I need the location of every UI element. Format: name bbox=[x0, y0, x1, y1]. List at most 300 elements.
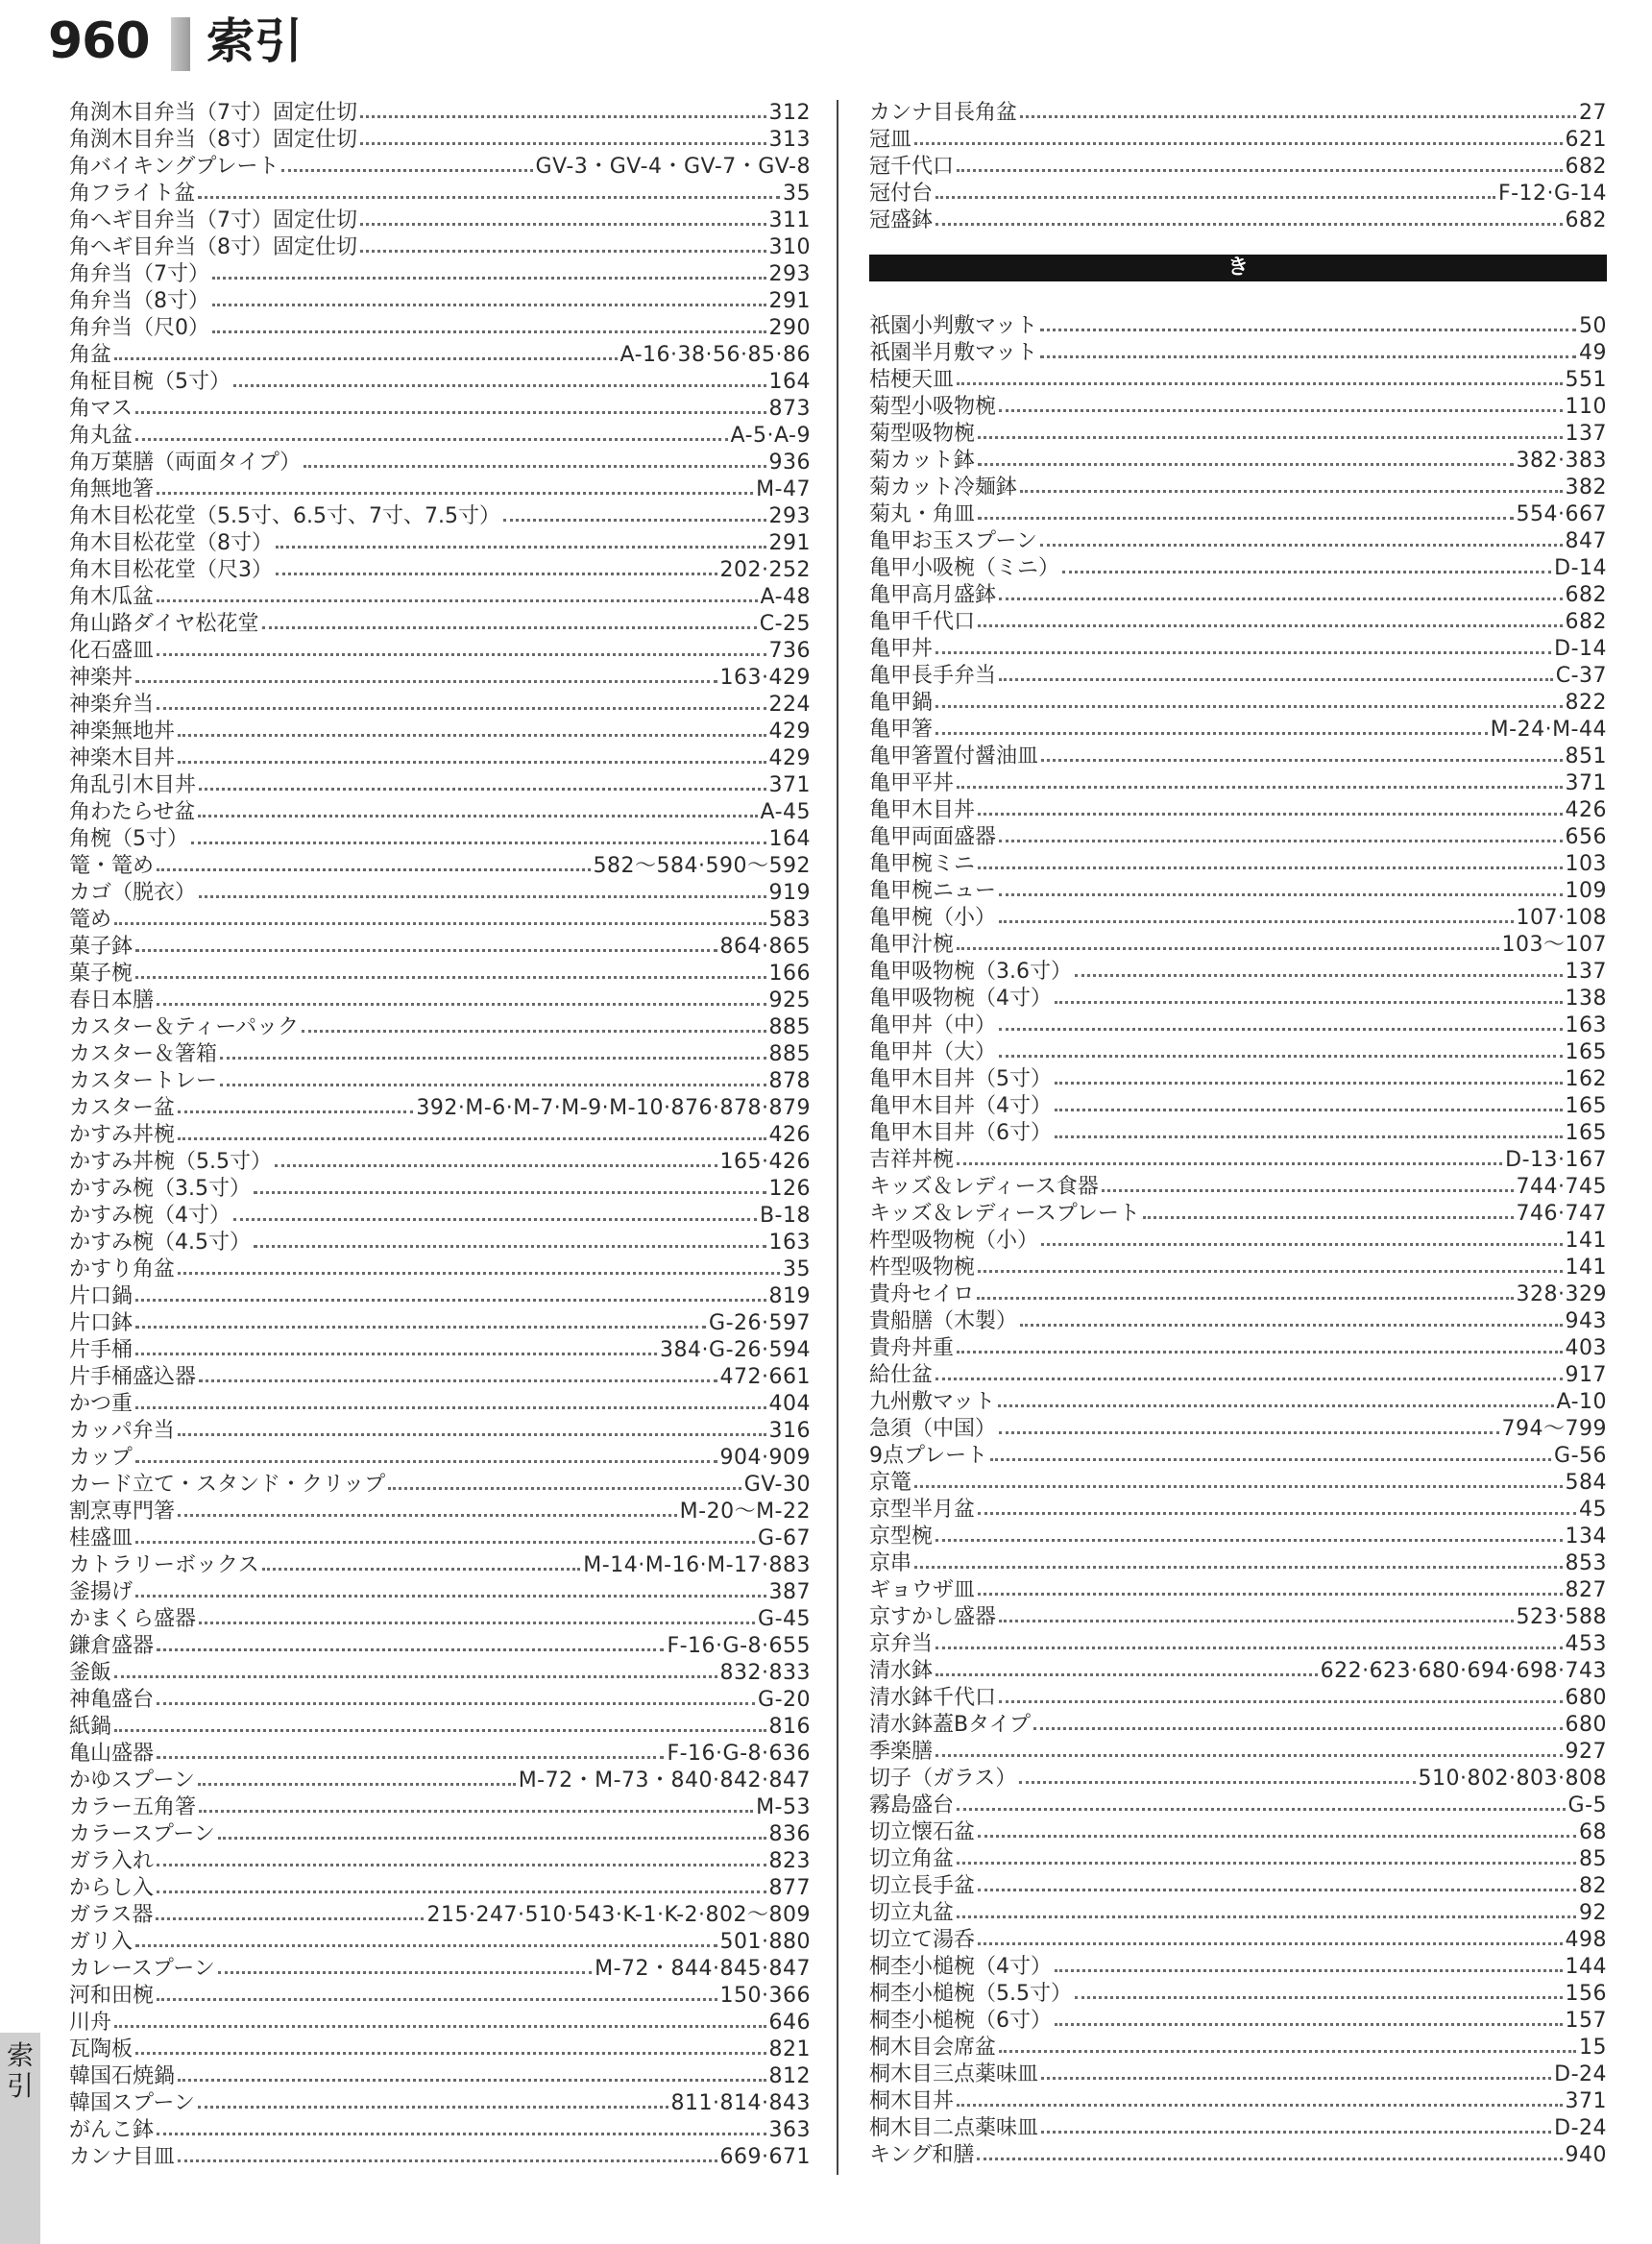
entry-name: キング和膳 bbox=[869, 2143, 975, 2167]
entry-pages: 877 bbox=[768, 1876, 811, 1900]
entry-pages: C-37 bbox=[1555, 664, 1607, 688]
dot-leader bbox=[999, 916, 1514, 923]
dot-leader bbox=[135, 1940, 717, 1947]
entry-pages: 310 bbox=[768, 235, 811, 259]
index-entry bbox=[869, 1039, 1607, 1066]
index-entry bbox=[69, 799, 811, 826]
entry-pages: D-14 bbox=[1554, 556, 1607, 580]
entry-name: 亀甲高月盛鉢 bbox=[869, 583, 997, 607]
entry-name: 亀甲千代口 bbox=[869, 610, 976, 634]
entry-name: カッパ弁当 bbox=[69, 1419, 175, 1443]
index-entry bbox=[69, 315, 811, 342]
dot-leader bbox=[360, 219, 766, 226]
dot-leader bbox=[999, 1696, 1562, 1703]
entry-pages: 554·667 bbox=[1516, 502, 1607, 526]
entry-name: 9点プレート bbox=[869, 1444, 988, 1468]
entry-name: かすみ丼椀（5.5寸） bbox=[69, 1150, 272, 1174]
entry-pages: F-16·G-8·636 bbox=[667, 1742, 811, 1766]
entry-name: 桐木目丼 bbox=[869, 2089, 955, 2113]
index-entry bbox=[69, 1929, 811, 1956]
index-entry bbox=[869, 1470, 1607, 1497]
entry-name: かつ重 bbox=[69, 1392, 134, 1416]
entry-pages: 927 bbox=[1565, 1740, 1607, 1764]
entry-pages: 103～107 bbox=[1501, 933, 1607, 957]
dot-leader bbox=[1041, 2073, 1551, 2080]
dot-leader bbox=[1020, 111, 1576, 118]
entry-name: 亀甲木目丼（6寸） bbox=[869, 1121, 1052, 1145]
entry-name: 切立長手盆 bbox=[869, 1874, 976, 1898]
index-entry bbox=[869, 1846, 1607, 1873]
entry-pages: 384·G-26·594 bbox=[660, 1338, 811, 1362]
entry-name: 紙鍋 bbox=[69, 1715, 112, 1739]
dot-leader bbox=[198, 2102, 668, 2109]
index-entry bbox=[69, 1256, 811, 1283]
entry-pages: 35 bbox=[783, 1257, 811, 1281]
dot-leader bbox=[135, 434, 727, 441]
entry-pages: 150·366 bbox=[719, 1984, 811, 2008]
entry-pages: G-5 bbox=[1567, 1793, 1607, 1817]
index-entry bbox=[869, 100, 1607, 127]
index-entry bbox=[869, 1631, 1607, 1658]
entry-pages: 811·814·843 bbox=[670, 2091, 811, 2115]
dot-leader bbox=[360, 111, 766, 118]
entry-name: 亀甲丼（大） bbox=[869, 1040, 997, 1064]
entry-name: 霧島盛台 bbox=[869, 1793, 955, 1817]
entry-name: 角万葉膳（両面タイプ） bbox=[69, 451, 302, 475]
entry-pages: 656 bbox=[1565, 825, 1607, 849]
entry-pages: 68 bbox=[1579, 1820, 1607, 1844]
entry-pages: 165·426 bbox=[719, 1150, 811, 1174]
index-entry bbox=[869, 1577, 1607, 1604]
entry-name: 給仕盆 bbox=[869, 1363, 934, 1387]
index-entry bbox=[69, 1122, 811, 1149]
dot-leader bbox=[114, 1671, 717, 1678]
index-entry bbox=[869, 1739, 1607, 1766]
dot-leader bbox=[1040, 540, 1563, 547]
entry-name: ガラス器 bbox=[69, 1903, 154, 1927]
entry-name: 亀甲箸置付醤油皿 bbox=[869, 744, 1039, 768]
entry-pages: 904·909 bbox=[719, 1446, 811, 1470]
index-entry bbox=[869, 1873, 1607, 1900]
index-entry bbox=[69, 1579, 811, 1606]
dot-leader bbox=[262, 622, 757, 629]
entry-name: 貴舟セイロ bbox=[869, 1282, 975, 1306]
index-entry bbox=[869, 1120, 1607, 1147]
index-entry bbox=[69, 1149, 811, 1176]
dot-leader bbox=[178, 2156, 717, 2162]
entry-pages: 680 bbox=[1565, 1713, 1607, 1737]
entry-pages: 163 bbox=[768, 1231, 811, 1255]
index-entry bbox=[869, 2088, 1607, 2115]
entry-name: 冠皿 bbox=[869, 128, 912, 152]
entry-pages: G-45 bbox=[758, 1607, 811, 1631]
index-entry bbox=[69, 2090, 811, 2117]
dot-leader bbox=[935, 1374, 1562, 1380]
index-entry bbox=[869, 1524, 1607, 1550]
entry-pages: 328·329 bbox=[1516, 1282, 1607, 1306]
entry-pages: 27 bbox=[1579, 101, 1607, 125]
index-entry bbox=[869, 636, 1607, 663]
dot-leader bbox=[503, 515, 766, 522]
dot-leader bbox=[978, 1939, 1562, 1945]
entry-pages: 166 bbox=[768, 962, 811, 986]
dot-leader bbox=[1020, 486, 1563, 493]
index-entry bbox=[69, 1902, 811, 1929]
entry-name: 角フライト盆 bbox=[69, 182, 196, 206]
entry-name: 角へギ目弁当（8寸）固定仕切 bbox=[69, 235, 357, 259]
entry-name: 角マス bbox=[69, 397, 134, 421]
dot-leader bbox=[935, 1750, 1562, 1757]
index-entry bbox=[69, 530, 811, 557]
index-entry bbox=[869, 1228, 1607, 1255]
index-entry bbox=[869, 1066, 1607, 1093]
dot-leader bbox=[935, 701, 1562, 708]
entry-pages: 403 bbox=[1565, 1336, 1607, 1360]
dot-leader bbox=[1102, 1185, 1514, 1192]
entry-name: 角木目松花堂（8寸） bbox=[69, 531, 273, 555]
entry-pages: 523·588 bbox=[1516, 1605, 1607, 1629]
entry-name: 釜揚げ bbox=[69, 1580, 134, 1604]
entry-pages: 864·865 bbox=[719, 935, 811, 959]
entry-pages: 885 bbox=[768, 1015, 811, 1039]
entry-pages: 682 bbox=[1565, 208, 1607, 232]
entry-name: 祇園半月敷マット bbox=[869, 341, 1038, 365]
index-entry bbox=[869, 582, 1607, 609]
entry-name: かすみ椀（4寸） bbox=[69, 1204, 231, 1228]
entry-pages: 138 bbox=[1565, 987, 1607, 1011]
index-entry bbox=[869, 1093, 1607, 1120]
entry-pages: 680 bbox=[1565, 1686, 1607, 1710]
entry-name: 角渕木目弁当（8寸）固定仕切 bbox=[69, 128, 357, 152]
index-entry bbox=[69, 1176, 811, 1203]
entry-name: 亀甲吸物椀（4寸） bbox=[869, 987, 1052, 1011]
entry-pages: 501·880 bbox=[719, 1930, 811, 1954]
index-entry bbox=[69, 1391, 811, 1418]
entry-pages: 669·671 bbox=[719, 2145, 811, 2169]
index-entry bbox=[69, 1203, 811, 1230]
index-entry bbox=[69, 638, 811, 665]
entry-name: キッズ＆レディースプレート bbox=[869, 1202, 1140, 1226]
entry-name: 桐杢小槌椀（6寸） bbox=[869, 2009, 1052, 2033]
index-entry bbox=[869, 1900, 1607, 1927]
entry-pages: 426 bbox=[1565, 798, 1607, 822]
entry-name: 角弁当（7寸） bbox=[69, 262, 209, 286]
dot-leader bbox=[1041, 755, 1562, 762]
entry-name: 切立懐石盆 bbox=[869, 1820, 976, 1844]
entry-pages: 426 bbox=[768, 1123, 811, 1147]
entry-name: 割烹専門箸 bbox=[69, 1500, 176, 1524]
entry-name: 片手桶盛込器 bbox=[69, 1365, 197, 1389]
index-entry bbox=[69, 907, 811, 934]
dot-leader bbox=[135, 945, 717, 952]
index-entry bbox=[69, 1310, 811, 1337]
entry-pages: 510·802·803·808 bbox=[1418, 1767, 1607, 1791]
index-entry bbox=[869, 501, 1607, 528]
dot-leader bbox=[957, 2100, 1562, 2107]
entry-pages: 165 bbox=[1565, 1121, 1607, 1145]
dot-leader bbox=[262, 1564, 581, 1571]
entry-pages: 823 bbox=[768, 1849, 811, 1873]
entry-pages: G-20 bbox=[758, 1688, 811, 1712]
index-entry bbox=[69, 154, 811, 181]
index-entry bbox=[69, 503, 811, 530]
entry-name: 急須（中国） bbox=[869, 1417, 997, 1441]
entry-pages: 291 bbox=[768, 531, 811, 555]
entry-pages: 141 bbox=[1565, 1229, 1607, 1253]
index-entry bbox=[869, 690, 1607, 717]
entry-name: 春日本膳 bbox=[69, 988, 155, 1012]
entry-pages: 157 bbox=[1565, 2009, 1607, 2033]
entry-pages: A-16·38·56·85·86 bbox=[620, 343, 811, 367]
dot-leader bbox=[978, 1831, 1576, 1838]
index-entry bbox=[869, 1201, 1607, 1228]
dot-leader bbox=[1033, 1723, 1563, 1730]
entry-name: 切立て湯呑 bbox=[869, 1928, 976, 1952]
index-entry bbox=[69, 1794, 811, 1821]
index-entry bbox=[869, 1416, 1607, 1443]
entry-pages: 109 bbox=[1565, 879, 1607, 903]
entry-pages: F-12·G-14 bbox=[1497, 182, 1607, 206]
index-entry bbox=[869, 2142, 1607, 2169]
entry-name: がんこ鉢 bbox=[69, 2118, 155, 2142]
entry-name: 京弁当 bbox=[869, 1632, 934, 1656]
entry-name: かすみ椀（3.5寸） bbox=[69, 1177, 251, 1201]
entry-pages: 371 bbox=[1565, 771, 1607, 795]
entry-name: 菊カット鉢 bbox=[869, 449, 975, 473]
index-entry bbox=[69, 2037, 811, 2063]
index-entry bbox=[869, 1012, 1607, 1039]
dot-leader bbox=[978, 513, 1514, 520]
entry-name: カレースプーン bbox=[69, 1957, 215, 1981]
entry-name: 亀甲お玉スプーン bbox=[869, 529, 1037, 553]
index-entry bbox=[69, 423, 811, 450]
entry-name: 桐杢小槌椀（5.5寸） bbox=[869, 1982, 1072, 2006]
dot-leader bbox=[157, 1752, 664, 1759]
entry-name: 韓国石焼鍋 bbox=[69, 2064, 176, 2088]
index-entry bbox=[69, 1687, 811, 1714]
entry-name: 切立丸盆 bbox=[869, 1901, 955, 1925]
entry-pages: 917 bbox=[1565, 1363, 1607, 1387]
entry-pages: GV-3・GV-4・GV-7・GV-8 bbox=[535, 155, 811, 179]
entry-name: 菊丸・角皿 bbox=[869, 502, 976, 526]
entry-name: 篭め bbox=[69, 908, 112, 932]
dot-leader bbox=[199, 784, 765, 791]
dot-leader bbox=[978, 459, 1514, 466]
dot-leader bbox=[135, 1322, 706, 1329]
dot-leader bbox=[935, 1535, 1562, 1542]
dot-leader bbox=[1055, 2019, 1563, 2026]
entry-name: カスタートレー bbox=[69, 1069, 218, 1093]
entry-pages: M-72・844·845·847 bbox=[595, 1957, 811, 1981]
entry-name: 神楽無地丼 bbox=[69, 720, 176, 744]
entry-pages: A-45 bbox=[760, 800, 811, 824]
entry-name: 菊カット冷麺鉢 bbox=[869, 476, 1017, 500]
entry-name: カラースプーン bbox=[69, 1822, 215, 1846]
entry-name: 桐杢小槌椀（4寸） bbox=[869, 1955, 1052, 1979]
dot-leader bbox=[999, 674, 1553, 681]
entry-pages: 293 bbox=[768, 262, 811, 286]
dot-leader bbox=[157, 649, 765, 656]
entry-name: 角木瓜盆 bbox=[69, 585, 155, 609]
index-entry bbox=[69, 1014, 811, 1041]
header-accent-bar bbox=[171, 17, 190, 71]
entry-pages: 202·252 bbox=[719, 558, 811, 582]
dot-leader bbox=[135, 407, 765, 414]
entry-name: 角柾目椀（5寸） bbox=[69, 370, 231, 394]
entry-name: 菊型小吸物椀 bbox=[869, 395, 997, 419]
index-entry bbox=[69, 772, 811, 799]
entry-pages: 392·M-6·M-7·M-9·M-10·876·878·879 bbox=[416, 1096, 811, 1120]
index-entry bbox=[869, 824, 1607, 851]
index-entry bbox=[869, 1255, 1607, 1281]
entry-name: 京篭 bbox=[869, 1471, 912, 1495]
index-entry bbox=[869, 959, 1607, 986]
dot-leader bbox=[999, 836, 1562, 842]
entry-name: 切子（ガラス） bbox=[869, 1767, 1017, 1791]
entry-name: 京型椀 bbox=[869, 1524, 934, 1549]
dot-leader bbox=[1040, 352, 1576, 358]
dot-leader bbox=[1041, 1239, 1562, 1246]
index-entry bbox=[69, 1875, 811, 1902]
index-entry bbox=[69, 1525, 811, 1552]
index-entry bbox=[69, 1041, 811, 1068]
dot-leader bbox=[275, 1160, 717, 1167]
index-entry bbox=[69, 234, 811, 261]
entry-name: カトラリーボックス bbox=[69, 1553, 259, 1577]
page-number: 960 bbox=[48, 12, 150, 70]
dot-leader bbox=[302, 1026, 765, 1033]
dot-leader bbox=[999, 1616, 1514, 1622]
dot-leader bbox=[233, 380, 766, 387]
entry-name: カップ bbox=[69, 1446, 133, 1470]
entry-name: 鎌倉盛器 bbox=[69, 1634, 155, 1658]
index-entry bbox=[869, 2061, 1607, 2088]
entry-pages: 162 bbox=[1565, 1067, 1607, 1091]
entry-name: 桔梗天皿 bbox=[869, 368, 955, 392]
dot-leader bbox=[276, 542, 766, 549]
dot-leader bbox=[135, 1591, 765, 1598]
entry-name: 桂盛皿 bbox=[69, 1526, 134, 1550]
entry-name: 神亀盛台 bbox=[69, 1688, 155, 1712]
entry-name: 亀甲木目丼（4寸） bbox=[869, 1094, 1052, 1118]
entry-name: 九州敷マット bbox=[869, 1390, 996, 1414]
entry-name: 吉祥丼椀 bbox=[869, 1148, 955, 1172]
entry-pages: D-13·167 bbox=[1505, 1148, 1607, 1172]
index-entry bbox=[69, 1364, 811, 1391]
entry-name: 角木目松花堂（5.5寸、6.5寸、7寸、7.5寸） bbox=[69, 504, 500, 528]
dot-leader bbox=[1075, 1992, 1563, 1999]
dot-leader bbox=[957, 1347, 1562, 1354]
dot-leader bbox=[199, 1618, 755, 1624]
entry-name: ガラ入れ bbox=[69, 1849, 155, 1873]
entry-name: かすみ丼椀 bbox=[69, 1123, 176, 1147]
entry-name: 角無地箸 bbox=[69, 477, 155, 501]
index-entry bbox=[869, 932, 1607, 959]
dot-leader bbox=[957, 943, 1499, 950]
entry-pages: A-10 bbox=[1556, 1390, 1607, 1414]
entry-pages: G-26·597 bbox=[709, 1311, 811, 1335]
dot-leader bbox=[914, 1562, 1562, 1569]
index-entry bbox=[869, 154, 1607, 181]
entry-pages: 126 bbox=[768, 1177, 811, 1201]
entry-name: 杵型吸物椀 bbox=[869, 1256, 976, 1280]
dot-leader bbox=[220, 1080, 765, 1086]
entry-name: 亀甲箸 bbox=[869, 718, 934, 742]
entry-pages: 429 bbox=[768, 720, 811, 744]
entry-pages: D-14 bbox=[1554, 637, 1607, 661]
entry-name: 化石盛皿 bbox=[69, 639, 155, 663]
entry-pages: A-5·A-9 bbox=[730, 424, 811, 448]
index-entry bbox=[69, 1230, 811, 1256]
index-entry bbox=[69, 127, 811, 154]
dot-leader bbox=[935, 647, 1551, 654]
index-entry bbox=[869, 1658, 1607, 1685]
dot-leader bbox=[178, 1134, 765, 1140]
index-entry bbox=[869, 1281, 1607, 1308]
entry-name: 貴舟丼重 bbox=[869, 1336, 955, 1360]
dot-leader bbox=[281, 165, 532, 172]
index-entry bbox=[69, 692, 811, 719]
index-entry bbox=[69, 2117, 811, 2144]
dot-leader bbox=[977, 2154, 1562, 2160]
index-entry bbox=[69, 665, 811, 692]
index-entry bbox=[869, 878, 1607, 905]
entry-name: 亀甲椀ニュー bbox=[869, 879, 997, 903]
entry-pages: 293 bbox=[768, 504, 811, 528]
dot-leader bbox=[978, 1508, 1576, 1515]
entry-name: 亀甲平丼 bbox=[869, 771, 955, 795]
entry-pages: M-47 bbox=[756, 477, 811, 501]
entry-name: 神楽木目丼 bbox=[69, 746, 176, 770]
entry-name: 河和田椀 bbox=[69, 1984, 155, 2008]
entry-pages: 311 bbox=[768, 208, 811, 232]
entry-pages: 45 bbox=[1579, 1498, 1607, 1522]
index-entry bbox=[69, 826, 811, 853]
index-entry bbox=[69, 961, 811, 988]
entry-pages: B-18 bbox=[759, 1204, 811, 1228]
index-entry bbox=[869, 1362, 1607, 1389]
dot-leader bbox=[999, 1427, 1499, 1434]
entry-pages: 165 bbox=[1565, 1040, 1607, 1064]
entry-pages: D-24 bbox=[1554, 2062, 1607, 2086]
index-entry bbox=[869, 1550, 1607, 1577]
dot-leader bbox=[114, 918, 765, 925]
entry-pages: 583 bbox=[768, 908, 811, 932]
index-entry bbox=[869, 1954, 1607, 1981]
entry-pages: 92 bbox=[1579, 1901, 1607, 1925]
index-entry bbox=[869, 2115, 1607, 2142]
entry-pages: 682 bbox=[1565, 610, 1607, 634]
entry-pages: F-16·G-8·655 bbox=[667, 1634, 811, 1658]
entry-pages: 165 bbox=[1565, 1094, 1607, 1118]
entry-name: 角わたらせ盆 bbox=[69, 800, 196, 824]
entry-pages: M-24·M-44 bbox=[1490, 718, 1607, 742]
dot-leader bbox=[233, 1214, 757, 1221]
dot-leader bbox=[157, 2129, 765, 2135]
dot-leader bbox=[198, 1779, 516, 1786]
entry-name: 清水鉢蓋Bタイプ bbox=[869, 1713, 1031, 1737]
entry-pages: 382·383 bbox=[1516, 449, 1607, 473]
dot-leader bbox=[978, 1266, 1562, 1273]
entry-name: 亀甲木目丼 bbox=[869, 798, 976, 822]
entry-name: 冠盛鉢 bbox=[869, 208, 934, 232]
index-entry bbox=[869, 1685, 1607, 1712]
entry-name: 篭・篭め bbox=[69, 854, 155, 878]
dot-leader bbox=[135, 676, 717, 683]
entry-name: 角丸盆 bbox=[69, 424, 134, 448]
dot-leader bbox=[178, 1268, 780, 1275]
entry-name: 韓国スプーン bbox=[69, 2091, 195, 2115]
